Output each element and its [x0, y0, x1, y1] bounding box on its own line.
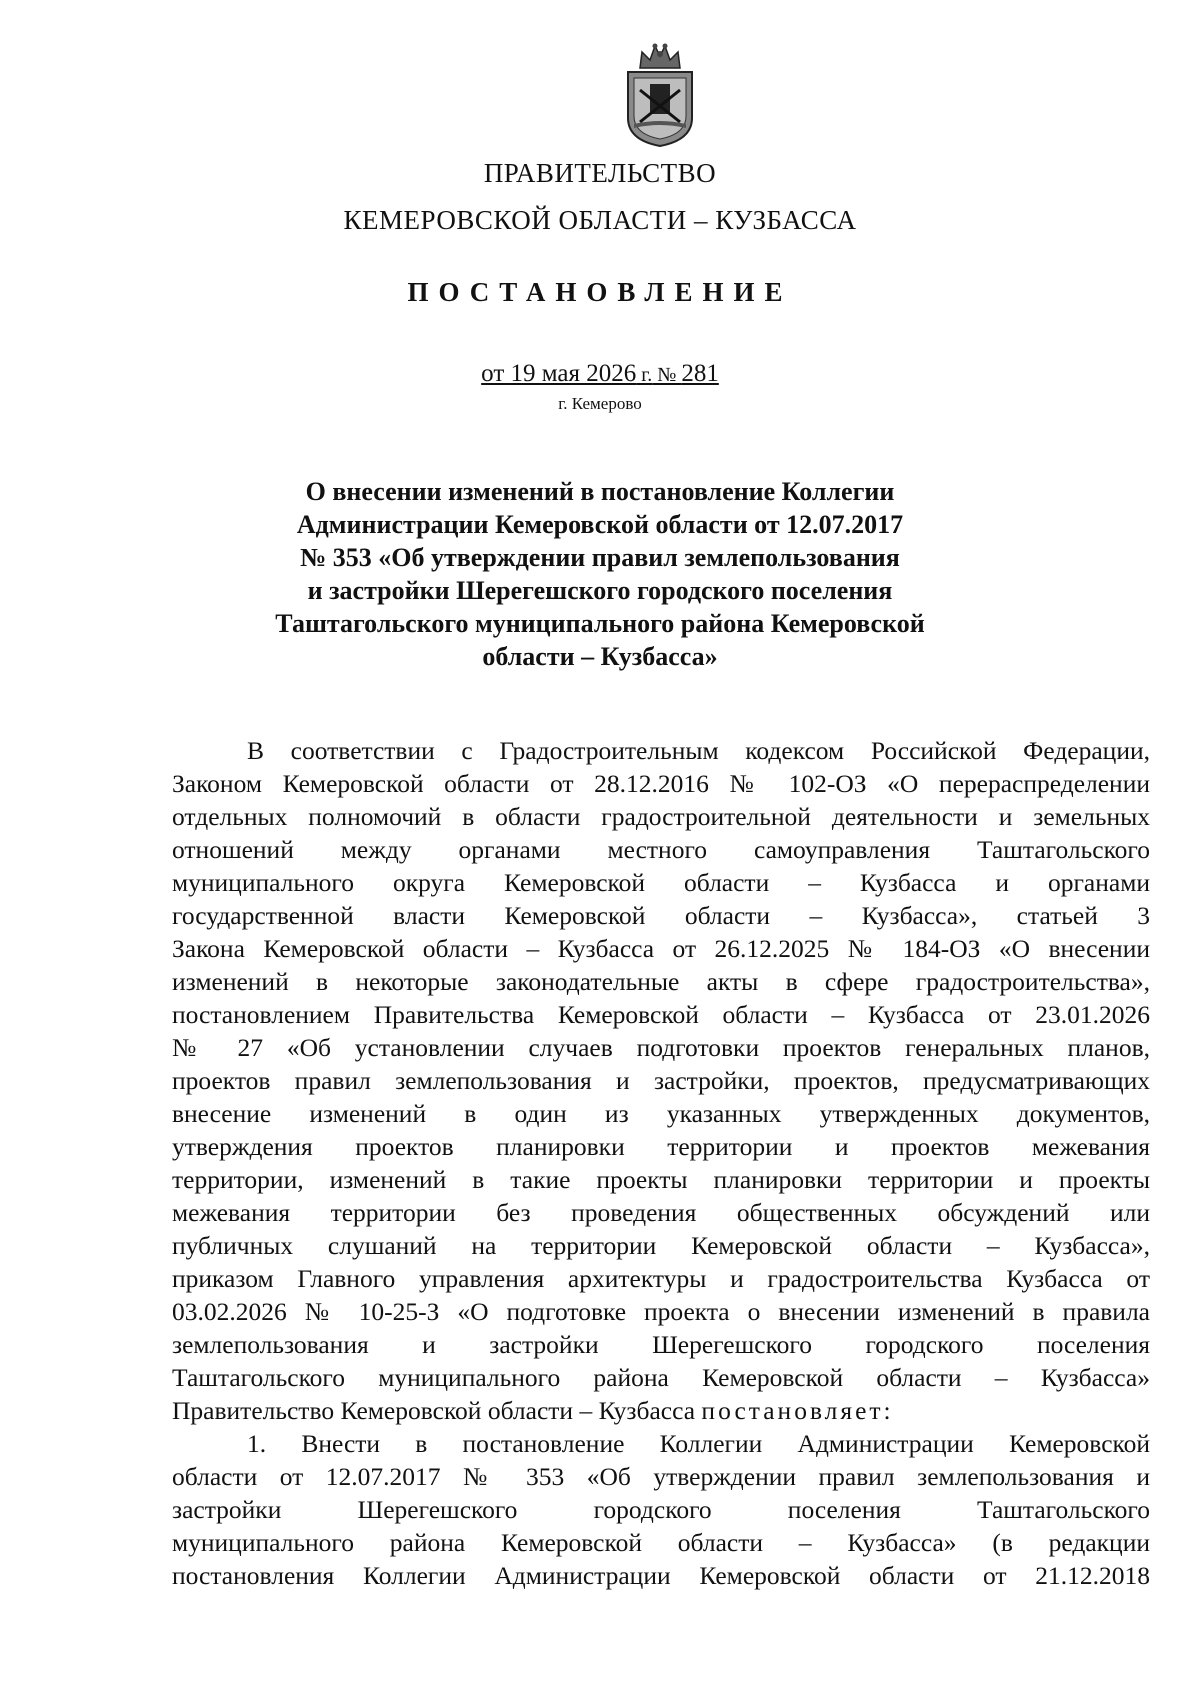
title-line: О внесении изменений в постановление Коллегии — [305, 477, 895, 506]
body-line: изменений в некоторые законодательные акты в сфере градостроительства», — [172, 967, 1150, 996]
title-line: и застройки Шерегешского городского поселения — [307, 576, 893, 605]
title-line: Таштагольского муниципального района Кемеровской — [275, 609, 925, 638]
resolution-title — [230, 475, 970, 673]
government-name-line2: КЕМЕРОВСКОЙ ОБЛАСТИ – КУЗБАССА — [343, 205, 857, 235]
body-line: 03.02.2026 № 10-25-З «О подготовке проекта о внесении изменений в правила — [172, 1297, 1150, 1326]
body-line: внесение изменений в один из указанных утвержденных документов, — [172, 1099, 1150, 1128]
date-number-line — [0, 360, 1200, 388]
item1-line: постановления Коллегии Администрации Кемеровской области от 21.12.2018 — [172, 1561, 1150, 1590]
body-line: № 27 «Об установлении случаев подготовки проектов генеральных планов, — [172, 1033, 1150, 1062]
body-line: отношений между органами местного самоуправления Таштагольского — [172, 835, 1150, 864]
body-line: проектов правил землепользования и застройки, проектов, предусматривающих — [172, 1066, 1150, 1095]
document-date: 19 мая 2026 — [510, 360, 637, 387]
body-line: территории, изменений в такие проекты планировки территории и проекты — [172, 1165, 1150, 1194]
year-suffix: г. — [636, 364, 653, 386]
body-line: муниципального округа Кемеровской области – Кузбасса и органами — [172, 868, 1150, 897]
body-line: публичных слушаний на территории Кемеровской области – Кузбасса», — [172, 1231, 1150, 1260]
body-line: государственной власти Кемеровской области – Кузбасса», статьей 3 — [172, 901, 1150, 930]
document-type-title: ПОСТАНОВЛЕНИЕ — [407, 277, 793, 307]
item1-line: муниципального района Кемеровской области – Кузбасса» (в редакции — [172, 1528, 1150, 1557]
resolution-prefix: Правительство Кемеровской области – Кузбасса — [172, 1396, 702, 1425]
date-prefix: от — [481, 360, 511, 387]
title-line: области – Кузбасса» — [482, 642, 718, 671]
body-line: В соответствии с Градостроительным кодексом Российской Федерации, — [247, 736, 1150, 765]
body-line: Таштагольского муниципального района Кемеровской области – Кузбасса» — [172, 1363, 1150, 1392]
city-name: г. Кемерово — [558, 394, 642, 413]
document-number: 281 — [681, 360, 719, 387]
item1-line: 1. Внести в постановление Коллегии Администрации Кемеровской — [247, 1429, 1150, 1458]
title-line: № 353 «Об утверждении правил землепользования — [300, 543, 900, 572]
number-prefix: № — [652, 364, 682, 386]
item1-line: области от 12.07.2017 № 353 «Об утверждении правил землепользования и — [172, 1462, 1150, 1491]
body-line: Закона Кемеровской области – Кузбасса от 26.12.2025 № 184-ОЗ «О внесении — [172, 934, 1150, 963]
title-line: Администрации Кемеровской области от 12.07.2017 — [296, 510, 904, 539]
body-line: утверждения проектов планировки территории и проектов межевания — [172, 1132, 1150, 1161]
body-line: отдельных полномочий в области градостроительной деятельности и земельных — [172, 802, 1150, 831]
body-line: Законом Кемеровской области от 28.12.2016 № 102-ОЗ «О перераспределении — [172, 769, 1150, 798]
resolution-line — [172, 1394, 1150, 1427]
item1-line: застройки Шерегешского городского поселения Таштагольского — [172, 1495, 1150, 1524]
body-line: межевания территории без проведения общественных обсуждений или — [172, 1198, 1150, 1227]
body-line: приказом Главного управления архитектуры и градостроительства Кузбасса от — [172, 1264, 1150, 1293]
body-line: постановлением Правительства Кемеровской области – Кузбасса от 23.01.2026 — [172, 1000, 1150, 1029]
coat-of-arms-emblem — [620, 40, 700, 150]
body-line: землепользования и застройки Шерегешского городского поселения — [172, 1330, 1150, 1359]
government-name-line1: ПРАВИТЕЛЬСТВО — [483, 158, 717, 188]
preamble-paragraph — [172, 734, 1150, 1592]
resolution-word: постановляет: — [701, 1396, 894, 1425]
